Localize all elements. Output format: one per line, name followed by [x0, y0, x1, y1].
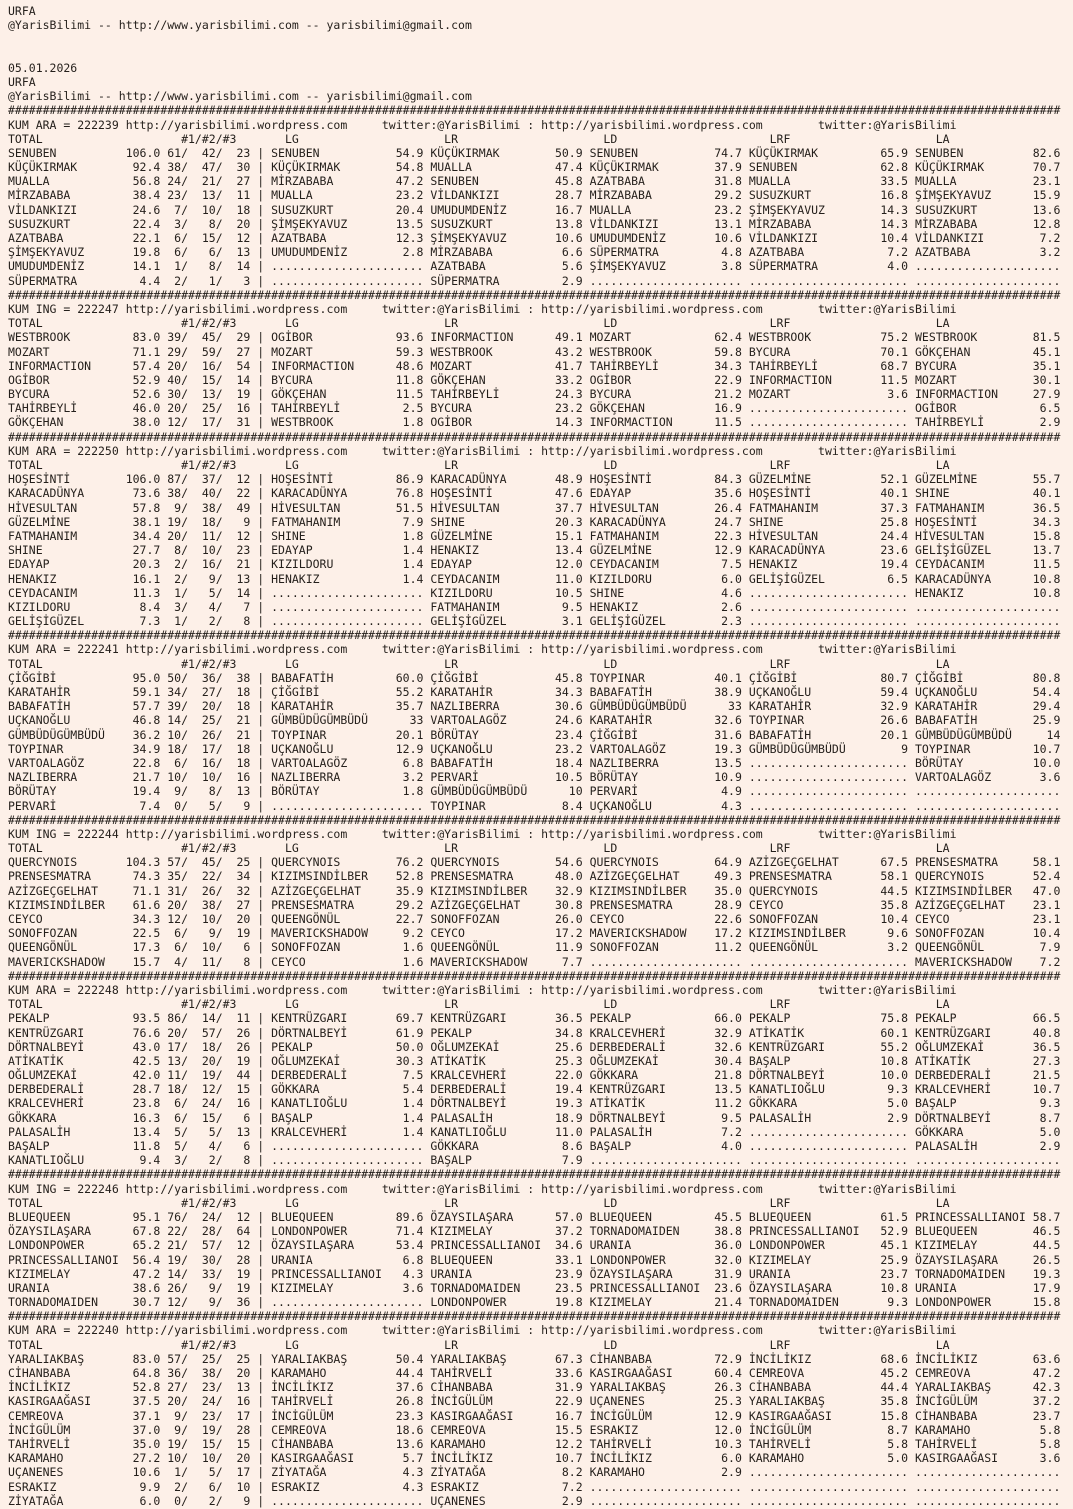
blank-line — [8, 32, 1073, 46]
date-line: 05.01.2026 — [8, 60, 78, 75]
table-row: BÖRÜTAY 19.4 9/ 8/ 13 | BÖRÜTAY 1.8 GÜMBÜDÜGÜMBÜDÜ 10 PERVARİ 4.9 ....................... ..................... — [8, 784, 1061, 799]
table-row: ÖZAYSILAŞARA 67.8 22/ 28/ 64 | LONDONPOWER 71.4 KIZIMELAY 37.2 TORNADOMAIDEN 38.8 PRINCESSALLIANOI 52.9 BLUEQUEEN 46.5 — [8, 1224, 1061, 1239]
separator-line: ######################################################################################################################################################## — [8, 1167, 1061, 1182]
table-row: SHINE 27.7 8/ 10/ 23 | EDAYAP 1.4 HENAKIZ 13.4 GÜZELMİNE 12.9 KARACADÜNYA 23.6 GELİŞİGÜZEL 13.7 — [8, 543, 1061, 558]
table-row: ESRAKIZ 9.9 2/ 6/ 10 | ESRAKIZ 4.3 ESRAKIZ 7.2 ...................... ....................... ..................... — [8, 1479, 1061, 1494]
table-row: TAHİRVELİ 35.0 19/ 15/ 15 | CİHANBABA 13.6 KARAMAHO 12.2 TAHİRVELİ 10.3 TAHİRVELİ 5.8 TAHİRVELİ 5.8 — [8, 1436, 1061, 1451]
table-row: BAŞALP 11.8 5/ 4/ 6 | ...................... GÖKKARA 8.6 BAŞALP 4.0 ....................... PALASALİH 2.9 — [8, 1139, 1061, 1153]
separator-line: ######################################################################################################################################################## — [8, 812, 1061, 827]
separator-line: ######################################################################################################################################################## — [8, 429, 1061, 444]
table-row: HENAKIZ 16.1 2/ 9/ 13 | HENAKIZ 1.4 CEYDACANIM 11.0 KIZILDORU 6.0 GELİŞİGÜZEL 6.5 KARACADÜNYA 10.8 — [8, 571, 1061, 586]
table-row: KARACADÜNYA 73.6 38/ 40/ 22 | KARACADÜNYA 76.8 HOŞESİNTİ 47.6 EDAYAP 35.6 HOŞESİNTİ 40.1 SHINE 40.1 — [8, 486, 1061, 501]
table-row: GÜZELMİNE 38.1 19/ 18/ 9 | FATMAHANIM 7.9 SHINE 20.3 KARACADÜNYA 24.7 SHINE 25.8 HOŞESİNTİ 34.3 — [8, 514, 1061, 529]
separator-line: ######################################################################################################################################################## — [8, 103, 1061, 118]
table-row: PALASALİH 13.4 5/ 5/ 13 | KRALCEVHERİ 1.4 KANATLIOĞLU 11.0 PALASALİH 7.2 ....................... GÖKKARA 5.0 — [8, 1124, 1061, 1139]
table-row: AZİZGEÇGELHAT 71.1 31/ 26/ 32 | AZİZGEÇGELHAT 35.9 KIZIMSINDİLBER 32.9 KIZIMSINDİLBER 35.0 QUERCYNOIS 44.5 KIZIMSINDİLBER 47.0 — [8, 883, 1061, 898]
table-row: CEYCO 34.3 12/ 10/ 20 | QUEENGÖNÜL 22.7 SONOFFOZAN 26.0 CEYCO 22.6 SONOFFOZAN 10.4 CEYCO 23.1 — [8, 912, 1061, 926]
table-row: PEKALP 93.5 86/ 14/ 11 | KENTRÜZGARI 69.7 KENTRÜZGARI 36.5 PEKALP 66.0 PEKALP 75.8 PEKALP 66.5 — [8, 1011, 1061, 1026]
table-row: KARAMAHO 27.2 10/ 10/ 20 | KASIRGAAĞASI 5.7 İNCİLİKIZ 10.7 İNCİLİKIZ 6.0 KARAMAHO 5.0 KASIRGAAĞASI 3.6 — [8, 1451, 1061, 1466]
section-title-line: KUM ARA = 222241 http://yarisbilimi.wordpress.com twitter:@YarisBilimi : http://yarisbilimi.wordpress.com twitter:@YarisBilimi — [8, 642, 1061, 657]
table-row: KASIRGAAĞASI 37.5 20/ 24/ 16 | TAHİRVELİ 26.8 İNCİGÜLÜM 22.9 UÇANENES 25.3 YARALIAKBAŞ 35.8 İNCİGÜLÜM 37.2 — [8, 1394, 1061, 1409]
table-row: ÇİĞGİBİ 95.0 50/ 36/ 38 | BABAFATİH 60.0 ÇİĞGİBİ 45.8 TOYPINAR 40.1 ÇİĞGİBİ 80.7 ÇİĞGİBİ 80.8 — [8, 670, 1061, 685]
table-row: MOZART 71.1 29/ 59/ 27 | MOZART 59.3 WESTBROOK 43.2 WESTBROOK 59.8 BYCURA 70.1 GÖKÇEHAN 45.1 — [8, 344, 1061, 359]
table-row: GELİŞİGÜZEL 7.3 1/ 2/ 8 | ...................... GELİŞİGÜZEL 3.1 GELİŞİGÜZEL 2.3 ....................... ..................... — [8, 614, 1061, 629]
table-row: AZATBABA 22.1 6/ 15/ 12 | AZATBABA 12.3 ŞİMŞEKYAVUZ 10.6 UMUDUMDENİZ 10.6 VİLDANKIZI 10.4 VİLDANKIZI 7.2 — [8, 231, 1061, 245]
table-row: YARALIAKBAŞ 83.0 57/ 25/ 25 | YARALIAKBAŞ 50.4 YARALIAKBAŞ 67.3 CİHANBABA 72.9 İNCİLİKIZ 68.6 İNCİLİKIZ 63.6 — [8, 1351, 1061, 1366]
table-row: PERVARİ 7.4 0/ 5/ 9 | ...................... TOYPINAR 8.4 UÇKANOĞLU 4.3 ....................... ..................... — [8, 798, 1061, 813]
column-header-line: TOTAL #1/#2/#3 LG LR LD LRF LA — [8, 1195, 1061, 1210]
table-row: ZİYATAĞA 6.0 0/ 2/ 9 | ...................... UÇANENES 2.9 ...................... ....................... ..................... — [8, 1493, 1061, 1508]
table-row: EDAYAP 20.3 2/ 16/ 21 | KIZILDORU 1.4 EDAYAP 12.0 CEYDACANIM 7.5 HENAKIZ 19.4 CEYDACANIM 11.5 — [8, 557, 1061, 572]
location-line: URFA — [8, 4, 36, 18]
table-row: GÜMBÜDÜGÜMBÜDÜ 36.2 10/ 26/ 21 | TOYPINAR 20.1 BÖRÜTAY 23.4 ÇİĞGİBİ 31.6 BABAFATİH 20.1 GÜMBÜDÜGÜMBÜDÜ 14 — [8, 727, 1061, 742]
table-row: LONDONPOWER 65.2 21/ 57/ 12 | ÖZAYSILAŞARA 53.4 PRINCESSALLIANOI 34.6 URANIA 36.0 LONDONPOWER 45.1 KIZIMELAY 44.5 — [8, 1238, 1061, 1253]
section-title-line: KUM ING = 222246 http://yarisbilimi.wordpress.com twitter:@YarisBilimi : http://yarisbilimi.wordpress.com twitter:@YarisBilimi — [8, 1181, 1061, 1196]
column-header-line: TOTAL #1/#2/#3 LG LR LD LRF LA — [8, 458, 1061, 472]
table-row: CEMREOVA 37.1 9/ 23/ 17 | İNCİGÜLÜM 23.3 KASIRGAAĞASI 16.7 İNCİGÜLÜM 12.9 KASIRGAAĞASI 15.8 CİHANBABA 23.7 — [8, 1408, 1061, 1423]
section-title-line: KUM ARA = 222239 http://yarisbilimi.wordpress.com twitter:@YarisBilimi : http://yarisbilimi.wordpress.com twitter:@YarisBilimi — [8, 117, 1061, 132]
section-title-line: KUM ARA = 222250 http://yarisbilimi.wordpress.com twitter:@YarisBilimi : http://yarisbilimi.wordpress.com twitter:@YarisBilimi — [8, 443, 1061, 458]
table-row: KIZIMSINDİLBER 61.6 20/ 38/ 27 | PRENSESMATRA 29.2 AZİZGEÇGELHAT 30.8 PRENSESMATRA 28.9 CEYCO 35.8 AZİZGEÇGELHAT 23.1 — [8, 897, 1061, 912]
table-row: DERBEDERALİ 28.7 18/ 12/ 15 | GÖKKARA 5.4 DERBEDERALİ 19.4 KENTRÜZGARI 13.5 KANATLIOĞLU 9.3 KRALCEVHERİ 10.7 — [8, 1082, 1061, 1097]
table-row: PRINCESSALLIANOI 56.4 19/ 30/ 28 | URANIA 6.8 BLUEQUEEN 33.1 LONDONPOWER 32.0 KIZIMELAY 25.9 ÖZAYSILAŞARA 26.5 — [8, 1252, 1061, 1267]
table-row: SONOFFOZAN 22.5 6/ 9/ 19 | MAVERICKSHADOW 9.2 CEYCO 17.2 MAVERICKSHADOW 17.2 KIZIMSINDİLBER 9.6 SONOFFOZAN 10.4 — [8, 926, 1061, 941]
blank-line — [8, 47, 1073, 61]
table-row: CEYDACANIM 11.3 1/ 5/ 14 | ...................... KIZILDORU 10.5 SHINE 4.6 ....................... HENAKIZ 10.8 — [8, 585, 1061, 600]
table-row: SENUBEN 106.0 61/ 42/ 23 | SENUBEN 54.9 KÜÇÜKIRMAK 50.9 SENUBEN 74.7 KÜÇÜKIRMAK 65.9 SENUBEN 82.6 — [8, 145, 1061, 160]
table-row: HOŞESİNTİ 106.0 87/ 37/ 12 | HOŞESİNTİ 86.9 KARACADÜNYA 48.9 HOŞESİNTİ 84.3 GÜZELMİNE 52.1 GÜZELMİNE 55.7 — [8, 472, 1061, 487]
section-title-line: KUM ING = 222244 http://yarisbilimi.wordpress.com twitter:@YarisBilimi : http://yarisbilimi.wordpress.com twitter:@YarisBilimi — [8, 826, 1061, 841]
separator-line: ######################################################################################################################################################## — [8, 1309, 1061, 1324]
column-header-line: TOTAL #1/#2/#3 LG LR LD LRF LA — [8, 1337, 1061, 1352]
table-row: GÖKÇEHAN 38.0 12/ 17/ 31 | WESTBROOK 1.8 OGİBOR 14.3 INFORMACTION 11.5 ....................... TAHİRBEYLİ 2.9 — [8, 415, 1061, 430]
table-row: DÖRTNALBEYİ 43.0 17/ 18/ 26 | PEKALP 50.0 OĞLUMZEKAİ 25.6 DERBEDERALİ 32.6 KENTRÜZGARI 55.2 OĞLUMZEKAİ 36.5 — [8, 1039, 1061, 1054]
table-row: MAVERICKSHADOW 15.7 4/ 11/ 8 | CEYCO 1.6 MAVERICKSHADOW 7.7 ...................... ....................... MAVERICKSHADOW 7.2 — [8, 954, 1061, 969]
table-row: WESTBROOK 83.0 39/ 45/ 29 | OGİBOR 93.6 INFORMACTION 49.1 MOZART 62.4 WESTBROOK 75.2 WESTBROOK 81.5 — [8, 330, 1061, 345]
table-row: TORNADOMAIDEN 30.7 12/ 9/ 36 | ...................... LONDONPOWER 19.8 KIZIMELAY 21.4 TORNADOMAIDEN 9.3 LONDONPOWER 15.8 — [8, 1295, 1061, 1310]
table-row: FATMAHANIM 34.4 20/ 11/ 12 | SHINE 1.8 GÜZELMİNE 15.1 FATMAHANIM 22.3 HİVESULTAN 24.4 HİVESULTAN 15.8 — [8, 528, 1061, 543]
table-row: KRALCEVHERİ 23.8 6/ 24/ 16 | KANATLIOĞLU 1.4 DÖRTNALBEYİ 19.3 ATİKATİK 11.2 GÖKKARA 5.0 BAŞALP 9.3 — [8, 1096, 1061, 1111]
table-row: QUERCYNOIS 104.3 57/ 45/ 25 | QUERCYNOIS 76.2 QUERCYNOIS 54.6 QUERCYNOIS 64.9 AZİZGEÇGELHAT 67.5 PRENSESMATRA 58.1 — [8, 855, 1061, 870]
table-row: MUALLA 56.8 24/ 21/ 27 | MİRZABABA 47.2 SENUBEN 45.8 AZATBABA 31.8 MUALLA 33.5 MUALLA 23.1 — [8, 174, 1061, 189]
byline: @YarisBilimi -- http://www.yarisbilimi.com -- yarisbilimi@gmail.com — [8, 18, 472, 33]
table-row: KANATLIOĞLU 9.4 3/ 2/ 8 | ...................... BAŞALP 7.9 ...................... ....................... ..................... — [8, 1153, 1061, 1168]
separator-line: ######################################################################################################################################################## — [8, 287, 1061, 302]
table-row: SÜPERMATRA 4.4 2/ 1/ 3 | ...................... SÜPERMATRA 2.9 ...................... ....................... ..................... — [8, 273, 1061, 288]
table-row: QUEENGÖNÜL 17.3 6/ 10/ 6 | SONOFFOZAN 1.6 QUEENGÖNÜL 11.9 SONOFFOZAN 11.2 QUEENGÖNÜL 3.2 QUEENGÖNÜL 7.9 — [8, 940, 1061, 955]
table-row: INFORMACTION 57.4 20/ 16/ 54 | INFORMACTION 48.6 MOZART 41.7 TAHİRBEYLİ 34.3 TAHİRBEYLİ 68.7 BYCURA 35.1 — [8, 358, 1061, 373]
table-row: ŞİMŞEKYAVUZ 19.8 6/ 6/ 13 | UMUDUMDENİZ 2.8 MİRZABABA 6.6 SÜPERMATRA 4.8 AZATBABA 7.2 AZATBABA 3.2 — [8, 245, 1061, 260]
sections-container — [8, 103, 1073, 1508]
table-row: BABAFATİH 57.7 39/ 20/ 18 | KARATAHİR 35.7 NAZLIBERRA 30.6 GÜMBÜDÜGÜMBÜDÜ 33 KARATAHİR 32.9 KARATAHİR 29.4 — [8, 699, 1061, 714]
table-row: KIZIMELAY 47.2 14/ 33/ 19 | PRINCESSALLIANOI 4.3 URANIA 23.9 ÖZAYSILAŞARA 31.9 URANIA 23.7 TORNADOMAIDEN 19.3 — [8, 1266, 1061, 1281]
table-row: OĞLUMZEKAİ 42.0 11/ 19/ 44 | DERBEDERALİ 7.5 KRALCEVHERİ 22.0 GÖKKARA 21.8 DÖRTNALBEYİ 10.0 DERBEDERALİ 21.5 — [8, 1068, 1061, 1083]
table-row: İNCİLİKIZ 52.8 27/ 23/ 13 | İNCİLİKIZ 37.6 CİHANBABA 31.9 YARALIAKBAŞ 26.3 CİHANBABA 44.4 YARALIAKBAŞ 42.3 — [8, 1380, 1061, 1395]
separator-line: ######################################################################################################################################################## — [8, 628, 1061, 643]
location-line: URFA — [8, 74, 36, 89]
separator-line: ######################################################################################################################################################## — [8, 968, 1061, 983]
column-header-line: TOTAL #1/#2/#3 LG LR LD LRF LA — [8, 656, 1061, 671]
table-row: İNCİGÜLÜM 37.0 9/ 19/ 28 | CEMREOVA 18.6 CEMREOVA 15.5 ESRAKIZ 12.0 İNCİGÜLÜM 8.7 KARAMAHO 5.8 — [8, 1422, 1061, 1437]
byline: @YarisBilimi -- http://www.yarisbilimi.com -- yarisbilimi@gmail.com — [8, 89, 472, 104]
table-row: ATİKATİK 42.5 13/ 20/ 19 | OĞLUMZEKAİ 30.3 ATİKATİK 25.3 OĞLUMZEKAİ 30.4 BAŞALP 10.8 ATİKATİK 27.3 — [8, 1053, 1061, 1068]
section-title-line: KUM ING = 222247 http://yarisbilimi.wordpress.com twitter:@YarisBilimi : http://yarisbilimi.wordpress.com twitter:@YarisBilimi — [8, 301, 1061, 316]
table-row: UMUDUMDENİZ 14.1 1/ 8/ 14 | ...................... AZATBABA 5.6 ŞİMŞEKYAVUZ 3.8 SÜPERMATRA 4.0 ..................... — [8, 259, 1061, 274]
table-row: KENTRÜZGARI 76.6 20/ 57/ 26 | DÖRTNALBEYİ 61.9 PEKALP 34.8 KRALCEVHERİ 32.9 ATİKATİK 60.1 KENTRÜZGARI 40.8 — [8, 1025, 1061, 1040]
table-row: VİLDANKIZI 24.6 7/ 10/ 18 | SUSUZKURT 20.4 UMUDUMDENİZ 16.7 MUALLA 23.2 ŞİMŞEKYAVUZ 14.3 SUSUZKURT 13.6 — [8, 202, 1061, 217]
table-row: CİHANBABA 64.8 36/ 38/ 20 | KARAMAHO 44.4 TAHİRVELİ 33.6 KASIRGAAĞASI 60.4 CEMREOVA 45.2 CEMREOVA 47.2 — [8, 1366, 1061, 1380]
column-header-line: TOTAL #1/#2/#3 LG LR LD LRF LA — [8, 841, 1061, 856]
section-title-line: KUM ARA = 222248 http://yarisbilimi.wordpress.com twitter:@YarisBilimi : http://yarisbilimi.wordpress.com twitter:@YarisBilimi — [8, 982, 1061, 997]
table-row: TOYPINAR 34.9 18/ 17/ 18 | UÇKANOĞLU 12.9 UÇKANOĞLU 23.2 VARTOALAGÖZ 19.3 GÜMBÜDÜGÜMBÜDÜ 9 TOYPINAR 10.7 — [8, 741, 1061, 756]
section-title-line: KUM ARA = 222240 http://yarisbilimi.wordpress.com twitter:@YarisBilimi : http://yarisbilimi.wordpress.com twitter:@YarisBilimi — [8, 1323, 1061, 1338]
table-row: HİVESULTAN 57.8 9/ 38/ 49 | HİVESULTAN 51.5 HİVESULTAN 37.7 HİVESULTAN 26.4 FATMAHANIM 37.3 FATMAHANIM 36.5 — [8, 500, 1061, 515]
table-row: BLUEQUEEN 95.1 76/ 24/ 12 | BLUEQUEEN 89.6 ÖZAYSILAŞARA 57.0 BLUEQUEEN 45.5 BLUEQUEEN 61.5 PRINCESSALLIANOI 58.7 — [8, 1209, 1061, 1224]
table-row: PRENSESMATRA 74.3 35/ 22/ 34 | KIZIMSINDİLBER 52.8 PRENSESMATRA 48.0 AZİZGEÇGELHAT 49.3 PRENSESMATRA 58.1 QUERCYNOIS 52.4 — [8, 869, 1061, 884]
table-row: KÜÇÜKIRMAK 92.4 38/ 47/ 30 | KÜÇÜKIRMAK 54.8 MUALLA 47.4 KÜÇÜKIRMAK 37.9 SENUBEN 62.8 KÜÇÜKIRMAK 70.7 — [8, 160, 1061, 175]
table-row: TAHİRBEYLİ 46.0 20/ 25/ 16 | TAHİRBEYLİ 2.5 BYCURA 23.2 GÖKÇEHAN 16.9 ....................... OGİBOR 6.5 — [8, 401, 1061, 416]
table-row: URANIA 38.6 26/ 9/ 19 | KIZIMELAY 3.6 TORNADOMAIDEN 23.5 PRINCESSALLIANOI 23.6 ÖZAYSILAŞARA 10.8 URANIA 17.9 — [8, 1280, 1061, 1295]
table-row: MİRZABABA 38.4 23/ 13/ 11 | MUALLA 23.2 VİLDANKIZI 28.7 MİRZABABA 29.2 SUSUZKURT 16.8 ŞİMŞEKYAVUZ 15.9 — [8, 188, 1061, 203]
report-header — [8, 4, 1073, 103]
table-row: UÇANENES 10.6 1/ 5/ 17 | ZİYATAĞA 4.3 ZİYATAĞA 8.2 KARAMAHO 2.9 ....................... ..................... — [8, 1465, 1061, 1480]
table-row: KARATAHİR 59.1 34/ 27/ 18 | ÇİĞGİBİ 55.2 KARATAHİR 34.3 BABAFATİH 38.9 UÇKANOĞLU 59.4 UÇKANOĞLU 54.4 — [8, 685, 1061, 699]
table-row: OGİBOR 52.9 40/ 15/ 14 | BYCURA 11.8 GÖKÇEHAN 33.2 OGİBOR 22.9 INFORMACTION 11.5 MOZART 30.1 — [8, 372, 1061, 387]
table-row: SUSUZKURT 22.4 3/ 8/ 20 | ŞİMŞEKYAVUZ 13.5 SUSUZKURT 13.8 VİLDANKIZI 13.1 MİRZABABA 14.3 MİRZABABA 12.8 — [8, 216, 1061, 231]
table-row: VARTOALAGÖZ 22.8 6/ 16/ 18 | VARTOALAGÖZ 6.8 BABAFATİH 18.4 NAZLIBERRA 13.5 ....................... BÖRÜTAY 10.0 — [8, 755, 1061, 770]
table-row: NAZLIBERRA 21.7 10/ 10/ 16 | NAZLIBERRA 3.2 PERVARİ 10.5 BÖRÜTAY 10.9 ....................... VARTOALAGÖZ 3.6 — [8, 770, 1061, 785]
table-row: KIZILDORU 8.4 3/ 4/ 7 | ...................... FATMAHANIM 9.5 HENAKIZ 2.6 ....................... ..................... — [8, 599, 1061, 614]
table-row: GÖKKARA 16.3 6/ 15/ 6 | BAŞALP 1.4 PALASALİH 18.9 DÖRTNALBEYİ 9.5 PALASALİH 2.9 DÖRTNALBEYİ 8.7 — [8, 1110, 1061, 1125]
table-row: UÇKANOĞLU 46.8 14/ 25/ 21 | GÜMBÜDÜGÜMBÜDÜ 33 VARTOALAGÖZ 24.6 KARATAHİR 32.6 TOYPINAR 26.6 BABAFATİH 25.9 — [8, 713, 1061, 728]
column-header-line: TOTAL #1/#2/#3 LG LR LD LRF LA — [8, 997, 1061, 1012]
column-header-line: TOTAL #1/#2/#3 LG LR LD LRF LA — [8, 316, 1061, 331]
table-row: BYCURA 52.6 30/ 13/ 19 | GÖKÇEHAN 11.5 TAHİRBEYLİ 24.3 BYCURA 21.2 MOZART 3.6 INFORMACTION 27.9 — [8, 387, 1061, 402]
column-header-line: TOTAL #1/#2/#3 LG LR LD LRF LA — [8, 131, 1061, 146]
